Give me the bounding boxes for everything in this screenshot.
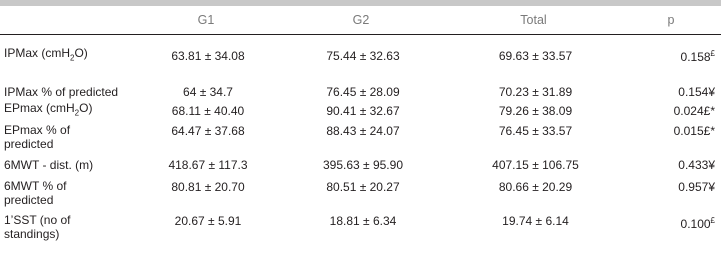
cell-total: 19.74 ± 6.14 — [502, 213, 569, 228]
row-label: 6MWT - dist. (m) — [4, 157, 94, 172]
cell-g2: 90.41 ± 32.67 — [326, 103, 400, 118]
header-empty — [0, 6, 136, 35]
cell-g2: 88.43 ± 24.07 — [326, 123, 400, 138]
cell-g2: 18.81 ± 6.34 — [329, 213, 397, 228]
cell-total: 407.15 ± 106.75 — [492, 157, 579, 172]
cell-g1: 418.67 ± 117.3 — [168, 157, 248, 172]
header-g2: G2 — [276, 6, 446, 35]
cell-total: 79.26 ± 38.09 — [498, 103, 573, 118]
cell-g1: 64 ± 34.7 — [183, 84, 233, 99]
cell-g1: 68.11 ± 40.40 — [171, 103, 245, 118]
cell-g2: 395.63 ± 95.90 — [323, 157, 403, 172]
cell-p: 0.100£ — [680, 215, 715, 231]
header-row — [0, 6, 721, 35]
row-label: EPmax % of predicted — [4, 122, 71, 151]
row-label: IPMax (cmH$_2$O) — [4, 46, 88, 63]
cell-g1: 80.81 ± 20.70 — [171, 179, 245, 194]
row-label: IPMax % of predicted — [4, 84, 119, 99]
cell-g1: 64.47 ± 37.68 — [171, 123, 245, 138]
cell-p: 0.158£ — [680, 49, 715, 65]
header-total: Total — [446, 6, 621, 35]
row-label: 1’SST (no of standings) — [4, 212, 71, 241]
cell-g2: 80.51 ± 20.27 — [326, 179, 400, 194]
cell-total: 70.23 ± 31.89 — [498, 84, 573, 99]
header-g1: G1 — [136, 6, 276, 35]
table-row — [0, 177, 721, 211]
table-row — [0, 211, 721, 247]
cell-total: 80.66 ± 20.29 — [498, 179, 573, 194]
cell-p: 0.433¥ — [678, 157, 715, 172]
cell-p: 0.024£* — [673, 103, 715, 118]
cell-p: 0.015£* — [673, 123, 715, 138]
header-p: p — [621, 6, 721, 35]
table-row — [0, 153, 721, 177]
cell-p: 0.957¥ — [678, 179, 715, 194]
cell-total: 69.63 ± 33.57 — [498, 48, 573, 63]
cell-g1: 20.67 ± 5.91 — [174, 213, 242, 228]
table-row — [0, 73, 721, 101]
cell-p: 0.154¥ — [678, 84, 715, 99]
row-label: EPmax (cmH$_2$O) — [4, 100, 93, 118]
table-row — [0, 101, 721, 121]
cell-g2: 76.45 ± 28.09 — [326, 84, 400, 99]
cell-total: 76.45 ± 33.57 — [498, 123, 573, 138]
results-table — [0, 6, 721, 247]
table-row — [0, 35, 721, 73]
row-label: 6MWT % of predicted — [4, 178, 67, 207]
cell-g1: 63.81 ± 34.08 — [171, 48, 245, 63]
cell-g2: 75.44 ± 32.63 — [326, 48, 400, 63]
table-row — [0, 121, 721, 153]
